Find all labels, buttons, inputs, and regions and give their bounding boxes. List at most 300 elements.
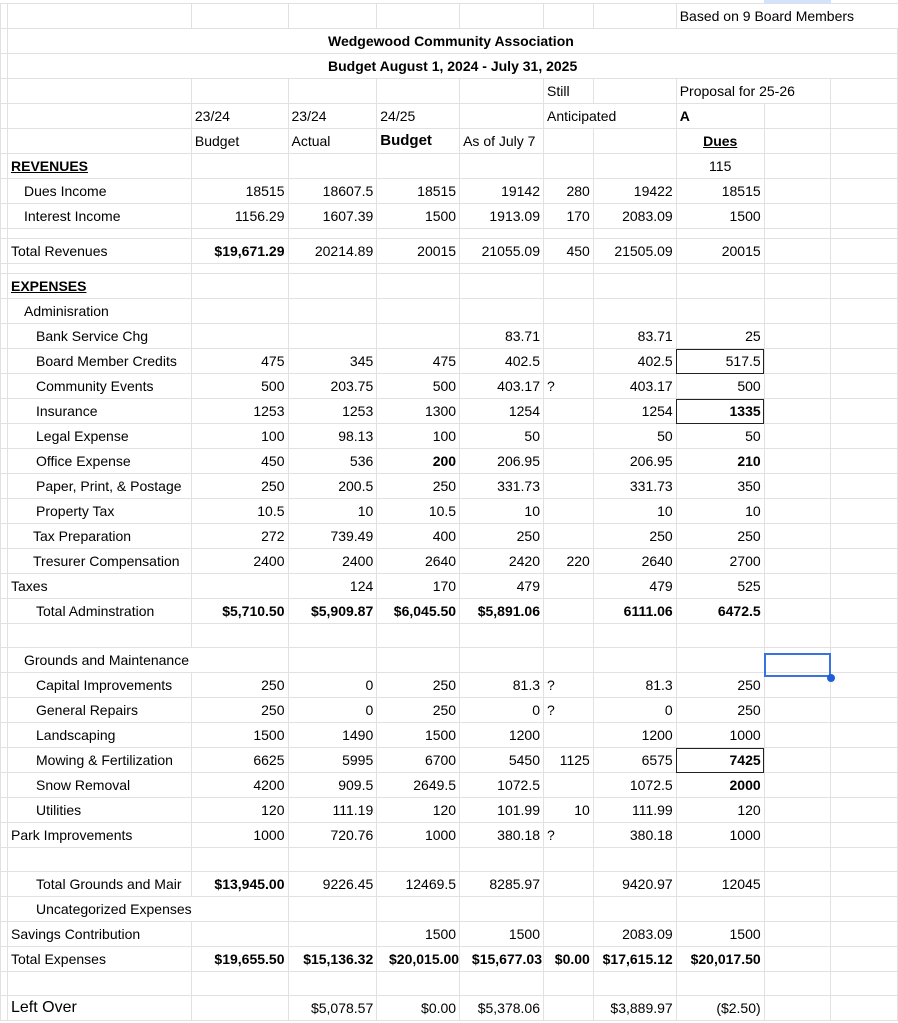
cell[interactable]: 170 xyxy=(544,204,594,229)
empty-cell[interactable] xyxy=(544,129,594,154)
empty-cell[interactable] xyxy=(544,154,594,179)
cell[interactable]: ($2.50) xyxy=(676,996,764,1021)
empty-cell[interactable] xyxy=(593,264,676,274)
empty-cell[interactable] xyxy=(377,972,460,996)
empty-cell[interactable] xyxy=(288,848,377,872)
cell[interactable]: 1200 xyxy=(593,723,676,748)
sheet-title[interactable]: Wedgewood Community Association xyxy=(8,29,898,54)
cell[interactable]: 0 xyxy=(460,698,544,723)
cell[interactable] xyxy=(191,324,288,349)
empty-cell[interactable] xyxy=(460,264,544,274)
empty-cell[interactable] xyxy=(764,129,831,154)
cell[interactable]: 1254 xyxy=(593,399,676,424)
cell[interactable]: 81.3 xyxy=(460,673,544,698)
cell[interactable]: 450 xyxy=(544,239,594,264)
cell[interactable] xyxy=(191,574,288,599)
cell[interactable]: 250 xyxy=(676,673,764,698)
empty-cell[interactable] xyxy=(377,229,460,239)
empty-cell[interactable] xyxy=(1,823,8,848)
cell[interactable]: 1335 xyxy=(676,399,764,424)
cell[interactable] xyxy=(544,399,594,424)
cell[interactable]: 1000 xyxy=(377,823,460,848)
empty-cell[interactable] xyxy=(831,499,898,524)
empty-cell[interactable] xyxy=(764,399,831,424)
cell[interactable]: 120 xyxy=(377,798,460,823)
empty-cell[interactable] xyxy=(831,179,898,204)
empty-cell[interactable] xyxy=(764,574,831,599)
empty-cell[interactable] xyxy=(544,648,594,673)
cell[interactable]: $6,045.50 xyxy=(377,599,460,624)
empty-cell[interactable] xyxy=(377,4,460,29)
cell[interactable]: 210 xyxy=(676,449,764,474)
cell[interactable]: 83.71 xyxy=(593,324,676,349)
cell[interactable]: 2649.5 xyxy=(377,773,460,798)
board-members-note[interactable]: Based on 9 Board Members xyxy=(676,4,897,29)
cell[interactable]: 1156.29 xyxy=(191,204,288,229)
empty-cell[interactable] xyxy=(1,424,8,449)
cell[interactable]: 250 xyxy=(377,698,460,723)
empty-cell[interactable] xyxy=(288,264,377,274)
cell[interactable]: 50 xyxy=(460,424,544,449)
header-d-label[interactable]: Budget xyxy=(377,129,460,154)
empty-cell[interactable] xyxy=(1,129,8,154)
cell[interactable]: $17,615.12 xyxy=(593,947,676,972)
empty-cell[interactable] xyxy=(831,698,898,723)
empty-cell[interactable] xyxy=(831,549,898,574)
empty-cell[interactable] xyxy=(676,299,764,324)
empty-cell[interactable] xyxy=(831,299,898,324)
empty-cell[interactable] xyxy=(1,399,8,424)
cell[interactable]: Office Expense xyxy=(8,449,192,474)
empty-cell[interactable] xyxy=(676,229,764,239)
cell[interactable]: $13,945.00 xyxy=(191,872,288,897)
empty-cell[interactable] xyxy=(764,154,831,179)
empty-cell[interactable] xyxy=(1,349,8,374)
cell[interactable]: 350 xyxy=(676,474,764,499)
cell[interactable]: Bank Service Chg xyxy=(8,324,192,349)
empty-cell[interactable] xyxy=(1,299,8,324)
empty-cell[interactable] xyxy=(377,79,460,104)
dues-amount[interactable]: 115 xyxy=(676,154,764,179)
empty-cell[interactable] xyxy=(191,624,288,648)
cell[interactable]: 1254 xyxy=(460,399,544,424)
cell[interactable] xyxy=(544,922,594,947)
cell[interactable]: 331.73 xyxy=(460,474,544,499)
empty-cell[interactable] xyxy=(8,104,192,129)
cell[interactable]: Mowing & Fertilization xyxy=(8,748,192,773)
empty-cell[interactable] xyxy=(460,624,544,648)
header-c-year[interactable]: 23/24 xyxy=(288,104,377,129)
empty-cell[interactable] xyxy=(1,897,8,922)
cell[interactable]: 81.3 xyxy=(593,673,676,698)
empty-cell[interactable] xyxy=(1,449,8,474)
cell[interactable]: 1607.39 xyxy=(288,204,377,229)
cell[interactable]: 475 xyxy=(377,349,460,374)
cell[interactable]: 250 xyxy=(191,474,288,499)
cell[interactable]: $0.00 xyxy=(544,947,594,972)
empty-cell[interactable] xyxy=(1,698,8,723)
empty-cell[interactable] xyxy=(764,773,831,798)
cell[interactable]: $0.00 xyxy=(377,996,460,1021)
empty-cell[interactable] xyxy=(191,4,288,29)
cell[interactable]: 10 xyxy=(544,798,594,823)
cell[interactable]: Total Adminstration xyxy=(8,599,192,624)
cell[interactable]: 250 xyxy=(191,698,288,723)
empty-cell[interactable] xyxy=(288,274,377,299)
cell[interactable]: 20015 xyxy=(377,239,460,264)
sheet-subtitle[interactable]: Budget August 1, 2024 - July 31, 2025 xyxy=(8,54,898,79)
cell[interactable]: Legal Expense xyxy=(8,424,192,449)
cell[interactable]: $5,710.50 xyxy=(191,599,288,624)
cell[interactable]: 250 xyxy=(377,474,460,499)
empty-cell[interactable] xyxy=(1,996,8,1021)
header-dues-label[interactable]: Dues xyxy=(676,129,764,154)
empty-cell[interactable] xyxy=(676,264,764,274)
empty-cell[interactable] xyxy=(544,848,594,872)
header-proposal[interactable]: Proposal for 25-26 xyxy=(676,79,831,104)
cell[interactable]: 170 xyxy=(377,574,460,599)
empty-cell[interactable] xyxy=(8,972,192,996)
empty-cell[interactable] xyxy=(1,499,8,524)
header-b-label[interactable]: Budget xyxy=(191,129,288,154)
empty-cell[interactable] xyxy=(460,648,544,673)
cell[interactable]: 1490 xyxy=(288,723,377,748)
empty-cell[interactable] xyxy=(831,947,898,972)
cell[interactable]: 1500 xyxy=(377,922,460,947)
empty-cell[interactable] xyxy=(764,424,831,449)
cell[interactable]: 6625 xyxy=(191,748,288,773)
empty-cell[interactable] xyxy=(831,424,898,449)
empty-cell[interactable] xyxy=(831,264,898,274)
cell[interactable]: 500 xyxy=(191,374,288,399)
cell[interactable]: 10 xyxy=(460,499,544,524)
cell[interactable]: Park Improvements xyxy=(8,823,192,848)
empty-cell[interactable] xyxy=(8,4,192,29)
cell[interactable]: $20,017.50 xyxy=(676,947,764,972)
cell[interactable]: 1200 xyxy=(460,723,544,748)
empty-cell[interactable] xyxy=(377,264,460,274)
cell[interactable]: 1500 xyxy=(676,204,764,229)
cell[interactable]: 124 xyxy=(288,574,377,599)
cell[interactable]: Uncategorized Expenses xyxy=(8,897,289,922)
cell[interactable]: 18515 xyxy=(676,179,764,204)
cell[interactable]: 400 xyxy=(377,524,460,549)
cell[interactable] xyxy=(191,922,288,947)
empty-cell[interactable] xyxy=(831,399,898,424)
empty-cell[interactable] xyxy=(1,972,8,996)
empty-cell[interactable] xyxy=(191,848,288,872)
cell[interactable]: $5,378.06 xyxy=(460,996,544,1021)
cell[interactable]: 83.71 xyxy=(460,324,544,349)
empty-cell[interactable] xyxy=(1,229,8,239)
empty-cell[interactable] xyxy=(831,848,898,872)
empty-cell[interactable] xyxy=(377,848,460,872)
cell[interactable]: 21505.09 xyxy=(593,239,676,264)
cell[interactable]: Paper, Print, & Postage xyxy=(8,474,192,499)
empty-cell[interactable] xyxy=(1,773,8,798)
empty-cell[interactable] xyxy=(377,274,460,299)
empty-cell[interactable] xyxy=(460,104,544,129)
cell[interactable]: 403.17 xyxy=(460,374,544,399)
empty-cell[interactable] xyxy=(831,79,898,104)
empty-cell[interactable] xyxy=(764,798,831,823)
empty-cell[interactable] xyxy=(377,648,460,673)
cell[interactable]: 525 xyxy=(676,574,764,599)
cell[interactable] xyxy=(288,324,377,349)
empty-cell[interactable] xyxy=(676,274,764,299)
cell[interactable]: 250 xyxy=(593,524,676,549)
cell[interactable]: 20015 xyxy=(676,239,764,264)
cell[interactable]: 450 xyxy=(191,449,288,474)
empty-cell[interactable] xyxy=(676,648,764,673)
empty-cell[interactable] xyxy=(8,79,192,104)
empty-cell[interactable] xyxy=(764,897,831,922)
empty-cell[interactable] xyxy=(1,239,8,264)
cell[interactable]: 12469.5 xyxy=(377,872,460,897)
empty-cell[interactable] xyxy=(1,474,8,499)
cell[interactable]: 402.5 xyxy=(460,349,544,374)
cell[interactable] xyxy=(544,599,594,624)
expenses-heading[interactable]: EXPENSES xyxy=(8,274,192,299)
cell[interactable]: 100 xyxy=(191,424,288,449)
cell[interactable]: 0 xyxy=(593,698,676,723)
cell[interactable]: 517.5 xyxy=(676,349,764,374)
cell[interactable]: 1500 xyxy=(377,204,460,229)
empty-cell[interactable] xyxy=(593,897,676,922)
header-d-year[interactable]: 24/25 xyxy=(377,104,460,129)
empty-cell[interactable] xyxy=(764,299,831,324)
empty-cell[interactable] xyxy=(676,624,764,648)
cell[interactable]: $15,677.03 xyxy=(460,947,544,972)
empty-cell[interactable] xyxy=(544,4,594,29)
empty-cell[interactable] xyxy=(288,4,377,29)
cell[interactable]: $19,655.50 xyxy=(191,947,288,972)
cell[interactable]: Total Grounds and Mair xyxy=(8,872,192,897)
cell[interactable]: 1072.5 xyxy=(460,773,544,798)
cell[interactable]: Tax Preparation xyxy=(8,524,192,549)
cell[interactable]: 2640 xyxy=(377,549,460,574)
empty-cell[interactable] xyxy=(1,549,8,574)
empty-cell[interactable] xyxy=(460,299,544,324)
cell[interactable] xyxy=(544,773,594,798)
cell[interactable]: 479 xyxy=(460,574,544,599)
cell[interactable]: 6575 xyxy=(593,748,676,773)
cell[interactable]: 206.95 xyxy=(460,449,544,474)
empty-cell[interactable] xyxy=(831,599,898,624)
empty-cell[interactable] xyxy=(764,922,831,947)
empty-cell[interactable] xyxy=(831,648,898,673)
empty-cell[interactable] xyxy=(377,154,460,179)
empty-cell[interactable] xyxy=(288,229,377,239)
empty-cell[interactable] xyxy=(460,972,544,996)
empty-cell[interactable] xyxy=(8,624,192,648)
cell[interactable]: 12045 xyxy=(676,872,764,897)
empty-cell[interactable] xyxy=(191,229,288,239)
cell[interactable]: 6472.5 xyxy=(676,599,764,624)
empty-cell[interactable] xyxy=(764,848,831,872)
empty-cell[interactable] xyxy=(831,204,898,229)
cell[interactable] xyxy=(544,872,594,897)
cell[interactable]: 1125 xyxy=(544,748,594,773)
cell[interactable]: 18515 xyxy=(191,179,288,204)
empty-cell[interactable] xyxy=(676,972,764,996)
empty-cell[interactable] xyxy=(831,229,898,239)
empty-cell[interactable] xyxy=(460,897,544,922)
empty-cell[interactable] xyxy=(593,154,676,179)
empty-cell[interactable] xyxy=(1,274,8,299)
cell[interactable]: Property Tax xyxy=(8,499,192,524)
cell[interactable]: 909.5 xyxy=(288,773,377,798)
empty-cell[interactable] xyxy=(460,79,544,104)
cell[interactable]: 10 xyxy=(676,499,764,524)
cell[interactable]: $5,909.87 xyxy=(288,599,377,624)
cell[interactable]: 720.76 xyxy=(288,823,377,848)
empty-cell[interactable] xyxy=(1,324,8,349)
empty-cell[interactable] xyxy=(593,79,676,104)
empty-cell[interactable] xyxy=(460,274,544,299)
cell[interactable]: Dues Income xyxy=(8,179,192,204)
empty-cell[interactable] xyxy=(831,748,898,773)
empty-cell[interactable] xyxy=(593,972,676,996)
cell[interactable]: 1000 xyxy=(191,823,288,848)
cell[interactable]: 20214.89 xyxy=(288,239,377,264)
cell[interactable]: 6111.06 xyxy=(593,599,676,624)
cell[interactable]: $20,015.00 xyxy=(377,947,460,972)
empty-cell[interactable] xyxy=(764,972,831,996)
empty-cell[interactable] xyxy=(764,599,831,624)
empty-cell[interactable] xyxy=(460,4,544,29)
empty-cell[interactable] xyxy=(593,624,676,648)
empty-cell[interactable] xyxy=(831,349,898,374)
empty-cell[interactable] xyxy=(831,922,898,947)
empty-cell[interactable] xyxy=(1,872,8,897)
empty-cell[interactable] xyxy=(764,449,831,474)
cell[interactable] xyxy=(377,324,460,349)
cell[interactable]: 9420.97 xyxy=(593,872,676,897)
cell[interactable]: $15,136.32 xyxy=(288,947,377,972)
cell[interactable]: 10 xyxy=(288,499,377,524)
cell[interactable]: 50 xyxy=(676,424,764,449)
cell[interactable] xyxy=(544,996,594,1021)
header-b-year[interactable]: 23/24 xyxy=(191,104,288,129)
cell[interactable]: 200.5 xyxy=(288,474,377,499)
cell[interactable]: General Repairs xyxy=(8,698,192,723)
cell[interactable]: 1500 xyxy=(377,723,460,748)
empty-cell[interactable] xyxy=(764,324,831,349)
empty-cell[interactable] xyxy=(1,599,8,624)
empty-cell[interactable] xyxy=(764,104,831,129)
empty-cell[interactable] xyxy=(288,79,377,104)
empty-cell[interactable] xyxy=(377,897,460,922)
empty-cell[interactable] xyxy=(1,798,8,823)
empty-cell[interactable] xyxy=(8,129,192,154)
empty-cell[interactable] xyxy=(1,947,8,972)
cell[interactable]: 10 xyxy=(593,499,676,524)
empty-cell[interactable] xyxy=(831,872,898,897)
empty-cell[interactable] xyxy=(1,54,8,79)
cell[interactable]: 500 xyxy=(676,374,764,399)
empty-cell[interactable] xyxy=(191,274,288,299)
cell[interactable]: $5,891.06 xyxy=(460,599,544,624)
empty-cell[interactable] xyxy=(676,897,764,922)
cell[interactable] xyxy=(544,349,594,374)
cell[interactable]: 25 xyxy=(676,324,764,349)
empty-cell[interactable] xyxy=(288,154,377,179)
empty-cell[interactable] xyxy=(191,299,288,324)
empty-cell[interactable] xyxy=(8,229,192,239)
cell[interactable]: 250 xyxy=(676,698,764,723)
cell[interactable]: 250 xyxy=(460,524,544,549)
empty-cell[interactable] xyxy=(764,549,831,574)
empty-cell[interactable] xyxy=(593,299,676,324)
cell[interactable]: 8285.97 xyxy=(460,872,544,897)
empty-cell[interactable] xyxy=(831,524,898,549)
empty-cell[interactable] xyxy=(764,229,831,239)
empty-cell[interactable] xyxy=(288,299,377,324)
cell[interactable]: 250 xyxy=(676,524,764,549)
cell[interactable]: 331.73 xyxy=(593,474,676,499)
empty-cell[interactable] xyxy=(1,79,8,104)
cell[interactable]: Landscaping xyxy=(8,723,192,748)
cell[interactable]: 0 xyxy=(288,673,377,698)
cell[interactable]: 203.75 xyxy=(288,374,377,399)
cell[interactable]: Insurance xyxy=(8,399,192,424)
empty-cell[interactable] xyxy=(1,624,8,648)
empty-cell[interactable] xyxy=(831,324,898,349)
empty-cell[interactable] xyxy=(1,723,8,748)
cell[interactable]: Savings Contribution xyxy=(8,922,192,947)
empty-cell[interactable] xyxy=(831,574,898,599)
empty-cell[interactable] xyxy=(764,179,831,204)
empty-cell[interactable] xyxy=(1,104,8,129)
cell[interactable] xyxy=(544,499,594,524)
header-e-label[interactable]: As of July 7 xyxy=(460,129,544,154)
cell[interactable]: 2000 xyxy=(676,773,764,798)
empty-cell[interactable] xyxy=(831,624,898,648)
cell[interactable]: 1913.09 xyxy=(460,204,544,229)
empty-cell[interactable] xyxy=(676,848,764,872)
empty-cell[interactable] xyxy=(544,972,594,996)
cell[interactable]: 5995 xyxy=(288,748,377,773)
empty-cell[interactable] xyxy=(831,823,898,848)
empty-cell[interactable] xyxy=(1,648,8,673)
empty-cell[interactable] xyxy=(764,374,831,399)
cell[interactable]: 19422 xyxy=(593,179,676,204)
empty-cell[interactable] xyxy=(1,848,8,872)
cell[interactable] xyxy=(544,424,594,449)
cell[interactable]: 19142 xyxy=(460,179,544,204)
empty-cell[interactable] xyxy=(831,449,898,474)
cell[interactable]: ? xyxy=(544,698,594,723)
empty-cell[interactable] xyxy=(831,129,898,154)
cell[interactable]: 1500 xyxy=(191,723,288,748)
cell[interactable]: Total Expenses xyxy=(8,947,192,972)
cell[interactable]: 2700 xyxy=(676,549,764,574)
empty-cell[interactable] xyxy=(831,773,898,798)
header-proposal-variant[interactable]: A xyxy=(676,104,764,129)
cell[interactable]: 272 xyxy=(191,524,288,549)
cell[interactable] xyxy=(544,449,594,474)
empty-cell[interactable] xyxy=(764,823,831,848)
empty-cell[interactable] xyxy=(1,29,8,54)
cell[interactable]: 250 xyxy=(377,673,460,698)
cell[interactable]: Left Over xyxy=(8,996,192,1021)
cell[interactable]: Board Member Credits xyxy=(8,349,192,374)
empty-cell[interactable] xyxy=(288,648,377,673)
cell[interactable]: 345 xyxy=(288,349,377,374)
empty-cell[interactable] xyxy=(8,264,192,274)
cell[interactable]: 18607.5 xyxy=(288,179,377,204)
